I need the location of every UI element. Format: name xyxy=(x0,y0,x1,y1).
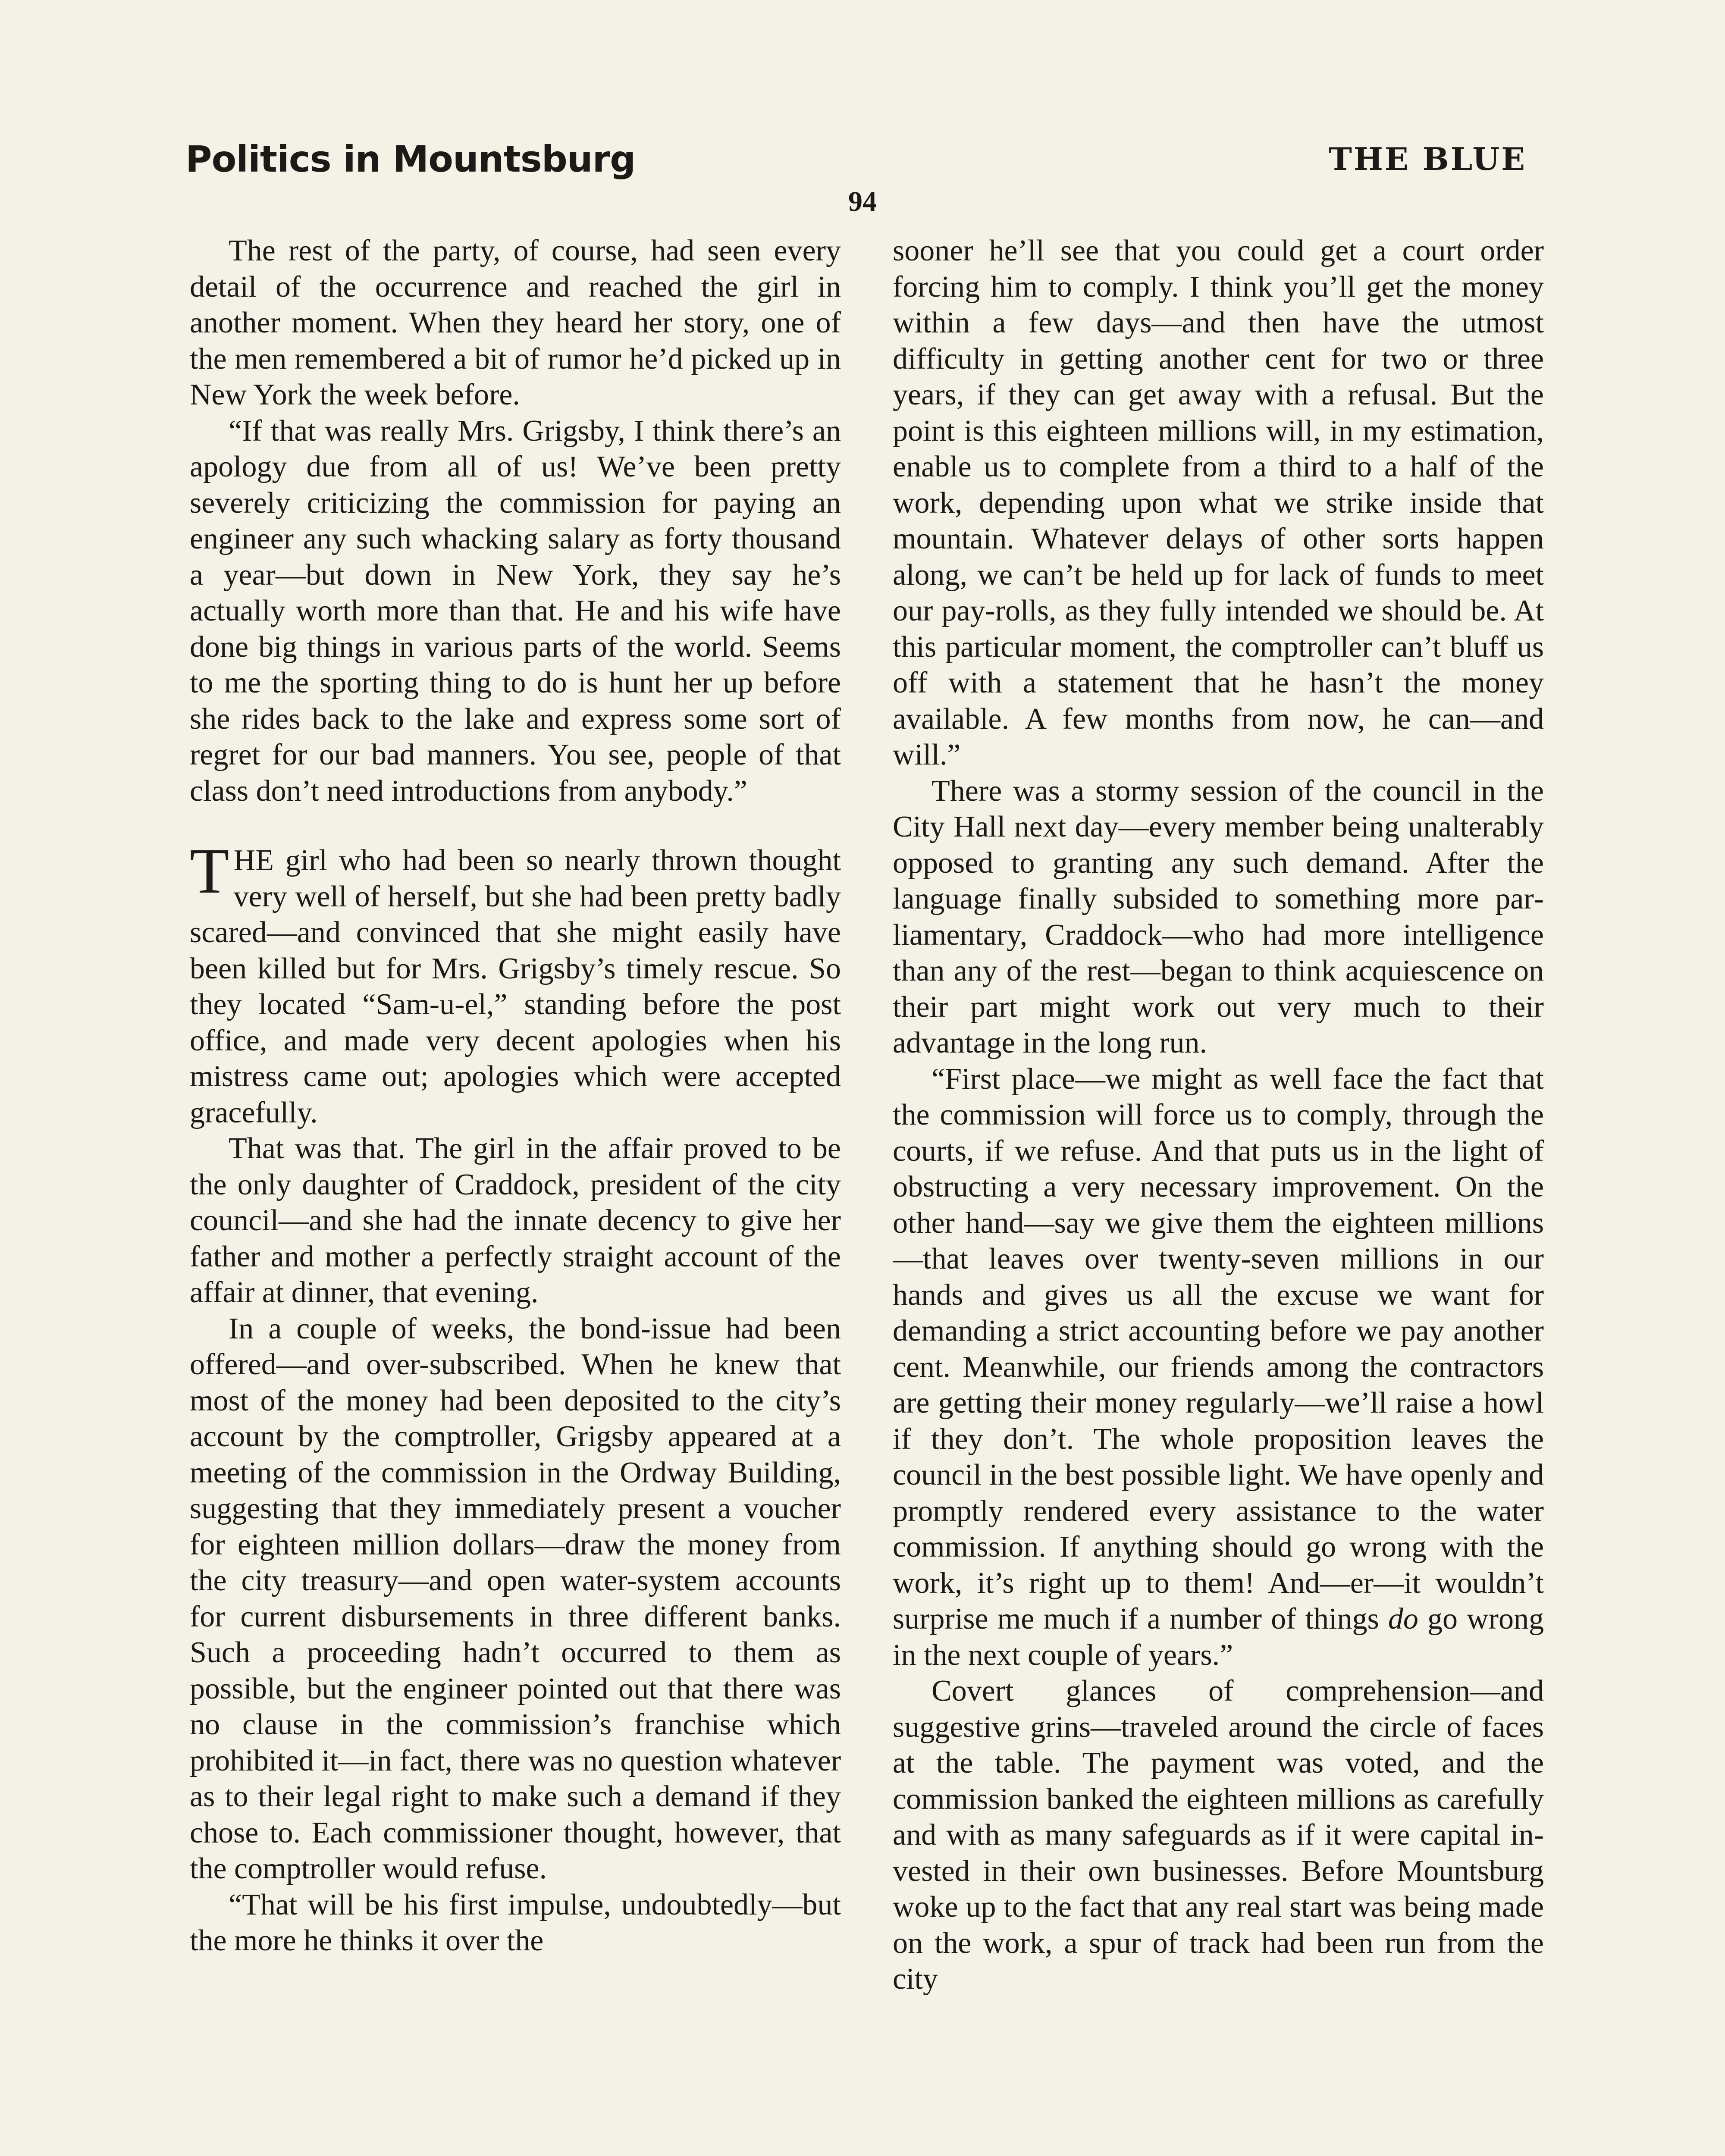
page-number: 94 xyxy=(848,186,877,217)
paragraph: Covert glances of comprehension—and suggestive grins—traveled around the circle of faces at the table. The payment was voted, and the commission banked the eighteen millions as carefully and with as many safeguards as if it were capital invested in their own businesses. Before Mountsburg woke up to the fact that any real start was being made on the work, a spur of track had been run from the city xyxy=(893,1674,1544,1996)
paragraph: The rest of the party, of course, had seen every detail of the occurrence and reached the girl in another moment. When they heard her story, one of the men remembered a bit of rumor he’d picked up in New York the week before. xyxy=(190,234,841,411)
left-column xyxy=(190,233,841,2156)
paragraph: “If that was really Mrs. Grigsby, I think there’s an apology due from all of us! We’ve been pretty severely criticizing the commission for paying an engineer any such whacking salary as forty thousand a year—but down in New York, they say he’s actually worth more than that. He and his wife have done big things in various parts of the world. Seems to me the sporting thing to do is hunt her up before she rides back to the lake and express some sort of regret for our bad manners. You see, people of that class don’t need introductions from anybody.” xyxy=(190,414,841,808)
right-column xyxy=(893,233,1544,2156)
story-title: Politics in Mountsburg xyxy=(185,138,636,180)
drop-cap: T xyxy=(190,835,229,907)
paragraph: There was a stormy session of the council in the City Hall next day—every member being unalterably opposed to granting any such demand. After the language finally subsided to something more parliamentary, Craddock—who had more intelligence than any of the rest—began to think acquiescence on their part might work out very much to their advantage in the long run. xyxy=(893,774,1544,1059)
magazine-name: THE BLUE xyxy=(1329,141,1527,177)
paragraph xyxy=(893,1061,1544,1673)
paragraph: “That will be his first impulse, undoubtedly—but the more he thinks it over the xyxy=(190,1888,841,1957)
paragraph: In a couple of weeks, the bond-issue had been offered—and over-subscribed. When he knew that most of the money had been deposited to the city’s account by the comptroller, Grigsby appeared at a meeting of the commission in the Ordway Building, suggesting that they immediately present a voucher for eighteen million dollars—draw the money from the city treasury—and open water-system accounts for current disbursements in three different banks. Such a proceeding hadn’t occurred to them as possible, but the engineer pointed out that there was no clause in the commission’s franchise which prohibited it—in fact, there was no question whatever as to their legal right to make such a demand if they chose to. Each commissioner thought, however, that the comptroller would refuse. xyxy=(190,1312,841,1885)
paragraph-text: “First place—we might as well face the fact that the commission will force us to comply, through the courts, if we refuse. And that puts us in the light of obstructing a very necessary improvement. On the other hand—say we give them the eighteen millions—that leaves over twenty-seven millions in our hands and gives us all the excuse we want for demanding a strict accounting before we pay another cent. Meanwhile, our friends among the contractors are getting their money regularly—we’ll raise a howl if they don’t. The whole proposition leaves the council in the best possible light. We have openly and promptly rendered every assistance to the water commission. If anything should go wrong with the work, it’s right up to them! And—er—it wouldn’t surprise me much if a number of things xyxy=(893,1062,1544,1636)
drop-cap-paragraph xyxy=(190,835,841,1131)
paragraph: sooner he’ll see that you could get a court order forcing him to comply. I think you’ll get the money within a few days—and then have the utmost difficulty in getting another cent for two or three years, if they can get away with a refusal. But the point is this eighteen millions will, in my estimation, enable us to complete from a third to a half of the work, depending upon what we strike inside that mountain. Whatever delays of other sorts happen along, we can’t be held up for lack of funds to meet our pay-rolls, as they fully intended we should be. At this particular moment, the comptroller can’t bluff us off with a statement that he hasn’t the money available. A few months from now, he can—and will.” xyxy=(893,234,1544,771)
story-body xyxy=(190,233,1544,2156)
paragraph-text: HE girl who had been so nearly thrown thought very well of herself, but she had been pretty badly scared—and convinced that she might easily have been killed but for Mrs. Grigsby’s timely rescue. So they located “Sam-u-el,” standing before the post office, and made very decent apologies when his mistress came out; apologies which were accepted gracefully. xyxy=(190,844,841,1129)
paragraph: That was that. The girl in the affair proved to be the only daughter of Craddock, president of the city council—and she had the innate decency to give her father and mother a perfectly straight account of the affair at dinner, that evening. xyxy=(190,1132,841,1309)
paragraph-text: go wrong in the next couple of years.” xyxy=(893,1602,1544,1672)
emphasis: do xyxy=(1388,1602,1418,1636)
